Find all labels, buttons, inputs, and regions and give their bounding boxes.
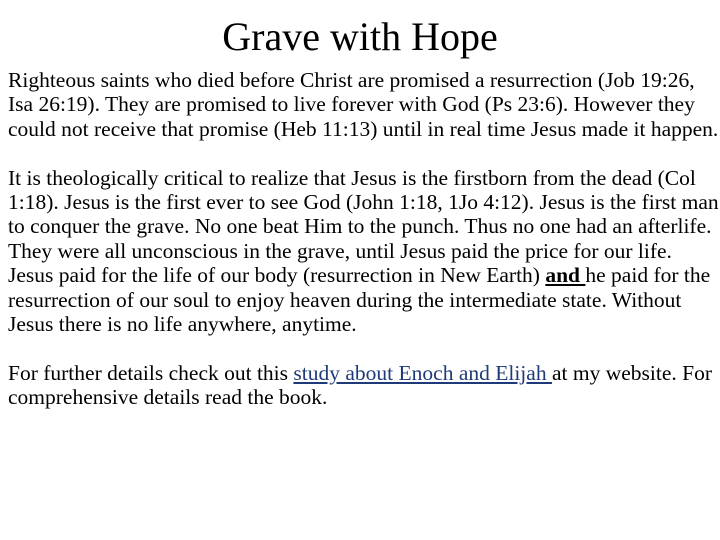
slide-title: Grave with Hope [222,14,498,59]
paragraph-further-details [8,361,720,410]
paragraph-firstborn-part2: he paid for the resurrection of our soul to enjoy heaven during the intermediate state. Without Jesus there is no life anywhere, anytime. [8,263,711,337]
further-details-lead: For further details check out this [8,360,294,385]
paragraph-firstborn [8,166,720,337]
enoch-elijah-study-link[interactable]: study about Enoch and Elijah [293,360,552,385]
emphasis-and: and [545,263,586,288]
further-details-tail: at my website. For comprehensive details read the book. [8,360,712,410]
paragraph-firstborn-part1: It is theologically critical to realize that Jesus is the firstborn from the dead (Col 1:18). Jesus is the first ever to see God (John 1:18, 1Jo 4:12). Jesus is the first man to conquer the grave. No one beat Him to the punch. Thus no one had an afterlife. They were all unconscious in the grave, until Jesus paid the price for our life. Jesus paid for the life of our body (resurrection in New Earth) [8,165,719,288]
paragraph-saints-promise: Righteous saints who died before Christ are promised a resurrection (Job 19:26, Isa 26:19). They are promised to live forever with God (Ps 23:6). However they could not receive that promise (Heb 11:13) until in real time Jesus made it happen. [8,68,719,141]
slide-body [8,68,720,410]
